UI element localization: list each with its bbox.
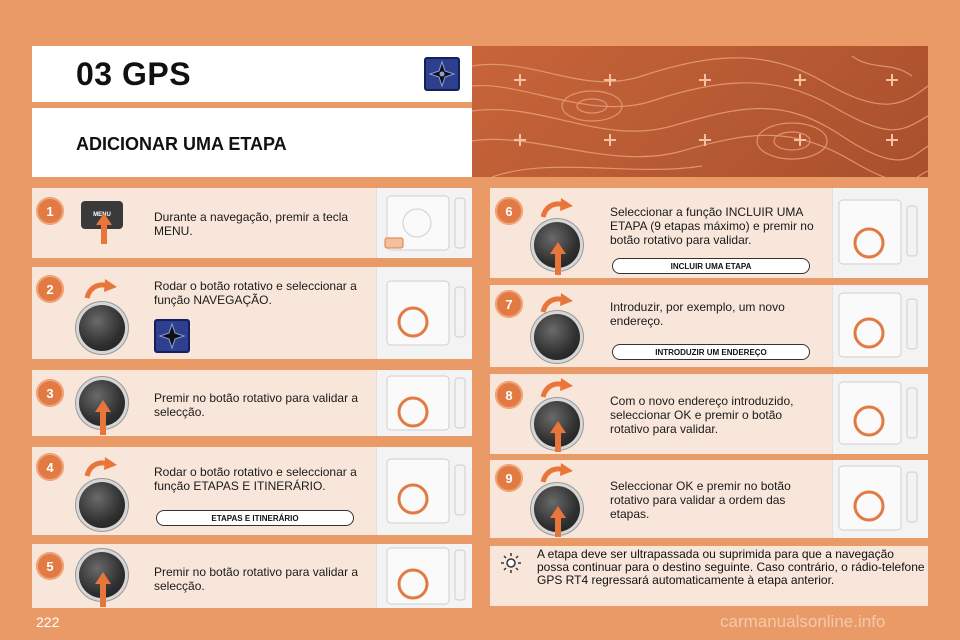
lightbulb-icon: [500, 552, 522, 574]
radio-panel-image: [376, 267, 472, 359]
radio-panel-image: [832, 285, 928, 367]
radio-panel-image: [832, 188, 928, 278]
radio-panel-image: [376, 370, 472, 436]
radio-panel-image: [376, 544, 472, 608]
rotary-knob-icon: [79, 482, 125, 528]
step-number: 4: [36, 453, 64, 481]
step-text: Premir no botão rotativo para validar a selecção.: [154, 565, 359, 593]
press-arrow-stem: [555, 517, 561, 537]
map-background: [472, 46, 928, 177]
radio-panel-image: [832, 460, 928, 538]
radio-panel-image: [832, 374, 928, 454]
step-number: 3: [36, 379, 64, 407]
menu-label: INCLUIR UMA ETAPA: [612, 258, 810, 274]
rotate-arrow-icon: [540, 197, 574, 219]
rotary-knob-icon: [79, 305, 125, 351]
press-arrow-stem: [101, 224, 107, 244]
press-arrow-stem: [555, 432, 561, 452]
rotate-arrow-icon: [84, 278, 118, 300]
step-number: 8: [495, 381, 523, 409]
radio-panel-image: [376, 188, 472, 258]
rotary-knob-icon: [534, 314, 580, 360]
step-text: Premir no botão rotativo para validar a selecção.: [154, 391, 359, 419]
step-text: Seleccionar a função INCLUIR UMA ETAPA (9 etapas máximo) e premir no botão rotativo para validar.: [610, 205, 814, 247]
step-number: 9: [495, 464, 523, 492]
press-arrow-stem: [100, 583, 106, 607]
step-number: 5: [36, 552, 64, 580]
rotate-arrow-icon: [540, 377, 574, 399]
section-title: ADICIONAR UMA ETAPA: [76, 134, 287, 154]
step-text: Introduzir, por exemplo, um novo endereço.: [610, 300, 785, 328]
press-arrow-stem: [100, 411, 106, 435]
step-number: 6: [495, 197, 523, 225]
menu-label: INTRODUZIR UM ENDEREÇO: [612, 344, 810, 360]
step-text: Rodar o botão rotativo e seleccionar a função ETAPAS E ITINERÁRIO.: [154, 465, 357, 493]
rotate-arrow-icon: [84, 456, 118, 478]
page-title: 03 GPS: [76, 56, 192, 92]
navigation-icon: [154, 319, 190, 353]
page-number: 222: [36, 614, 60, 630]
step-number: 1: [36, 197, 64, 225]
step-number: 7: [495, 290, 523, 318]
step-text: Rodar o botão rotativo e seleccionar a função NAVEGAÇÃO.: [154, 279, 357, 307]
step-text: Com o novo endereço introduzido, seleccionar OK e premir o botão rotativo para validar.: [610, 394, 794, 436]
gps-compass-icon: [424, 57, 460, 91]
step-text: Seleccionar OK e premir no botão rotativo para validar a ordem das etapas.: [610, 479, 791, 521]
watermark: carmanualsonline.info: [720, 612, 886, 631]
menu-label: ETAPAS E ITINERÁRIO: [156, 510, 354, 526]
radio-panel-image: [376, 447, 472, 535]
menu-key: MENU: [81, 201, 123, 229]
step-number: 2: [36, 275, 64, 303]
tip-text: A etapa deve ser ultrapassada ou suprimida para que a navegação possa continuar para o destino seguinte. Caso contrário, o rádio-telefone GPS RT4 regressará automaticamente à etapa anterior.: [537, 547, 925, 587]
rotate-arrow-icon: [540, 462, 574, 484]
press-arrow-stem: [555, 253, 561, 275]
rotate-arrow-icon: [540, 292, 574, 314]
step-text: Durante a navegação, premir a tecla MENU.: [154, 210, 349, 238]
